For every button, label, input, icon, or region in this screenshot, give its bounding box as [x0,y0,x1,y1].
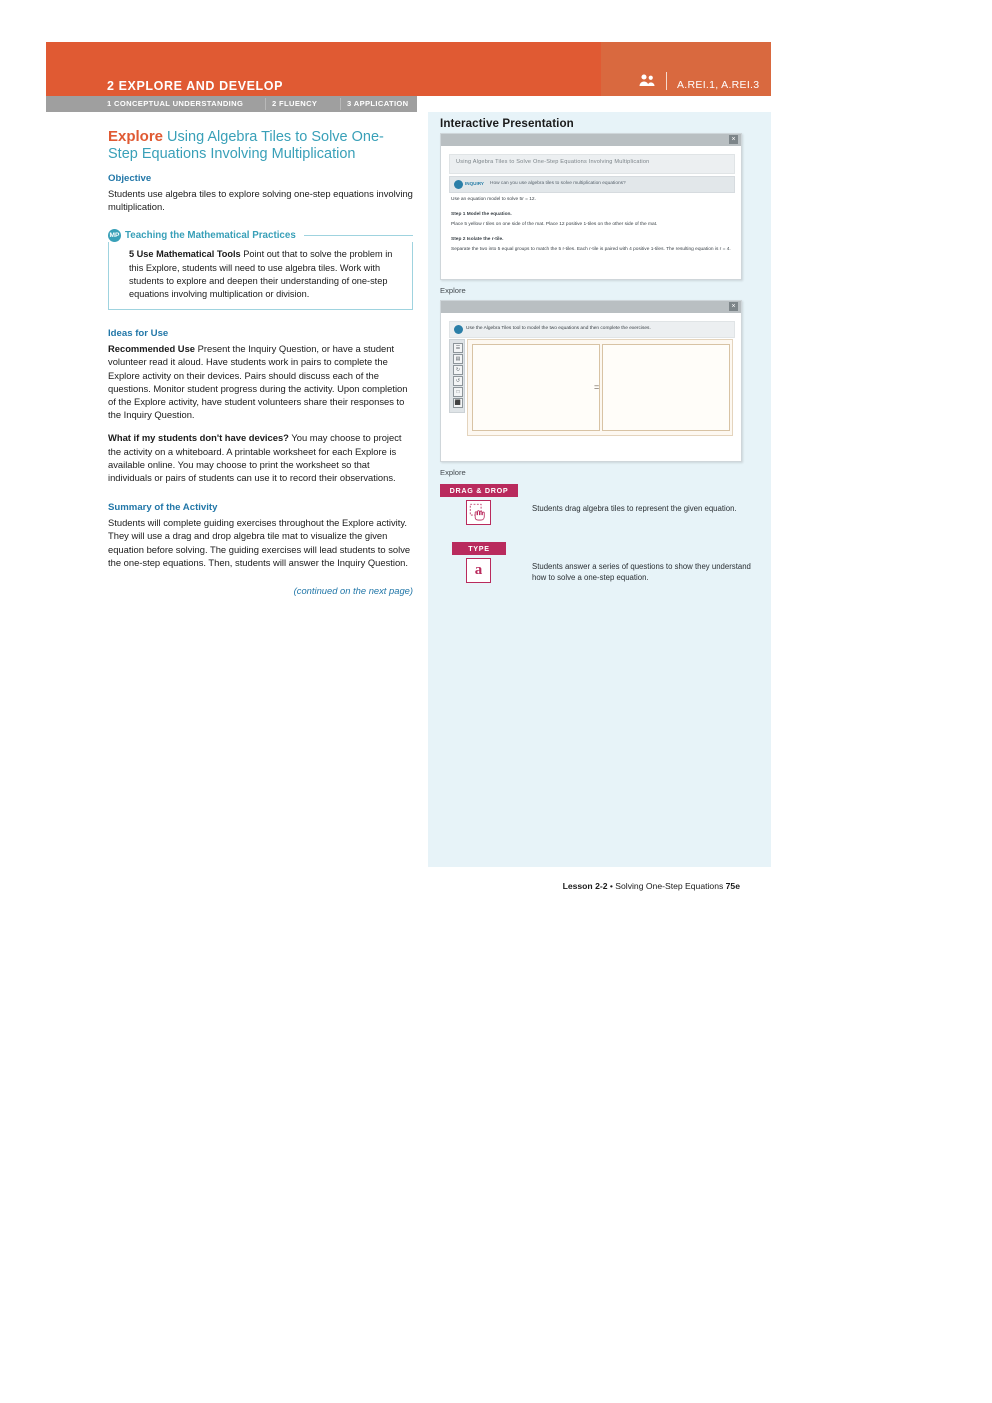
activity-badge-icon [454,325,463,334]
explore-heading [108,128,413,163]
inquiry-label: INQUIRY [465,181,484,186]
no-devices-lead: What if my students don't have devices? [108,432,289,444]
screenshot-titlebar [441,301,741,313]
mp-body [108,242,413,310]
footer-title: Solving One-Step Equations [615,881,724,891]
toolbar-undo-icon[interactable]: ↺ [453,376,463,386]
phase-tabstrip [46,96,417,112]
inquiry-badge-icon [454,180,463,189]
header-divider [666,72,667,90]
recommended-use-text: Present the Inquiry Question, or have a student volunteer read it aloud. Have students work in pairs to complete the Explore activity on their devices. Pairs should discuss each of the questions. Monitor student progress during the activity. Upon completion of the Explore activity, have student volunteers share their responses to the Inquiry Question. [108,343,408,421]
interaction-tag-drag-drop: DRAG & DROP [440,484,518,497]
drag-drop-icon [466,500,491,525]
interaction-text-drag-drop: Students drag algebra tiles to represent the given equation. [532,504,737,513]
toolbar-redo-icon[interactable]: ↻ [453,365,463,375]
continued-note: (continued on the next page) [293,585,413,597]
toolbar-tile-icon[interactable]: □ [453,387,463,397]
screenshot1-line-4: Step 2 Isolate the r-tile. [451,237,504,242]
screenshot1-header-bar [449,154,735,174]
standards-label: A.REI.1, A.REI.3 [677,79,760,91]
presentation-screenshot-1[interactable] [440,133,742,280]
toolbar-delete-icon[interactable]: ⬛ [454,400,462,406]
screenshot1-header-text: Using Algebra Tiles to Solve One-Step Equations Involving Multiplication [456,159,650,165]
screenshot2-caption: Explore [440,468,466,477]
footer-page-number: 75e [725,881,740,891]
ideas-for-use-label: Ideas for Use [108,328,169,340]
tab-conceptual-understanding[interactable]: 1 CONCEPTUAL UNDERSTANDING [107,99,244,108]
summary-label: Summary of the Activity [108,502,218,514]
close-icon[interactable]: × [729,302,738,311]
mp-body-text: Point out that to solve the problem in this Explore, students will need to use algebra tiles. Work with students to explore and deepen their understanding of one-step equations involving multiplication or division. [129,249,393,300]
algebra-tiles-toolbar[interactable] [449,339,465,413]
screenshot1-line-1: Use an equation model to solve 5r = 12. [451,197,536,202]
hand-cursor-icon [469,503,489,523]
mat-right-side[interactable] [602,344,730,431]
left-column [108,128,413,596]
no-devices-text: You may choose to project the activity on a whiteboard. A printable worksheet for each Explore is available online. You may choose to print the worksheet so that individuals or pairs of students can use it to record their observations. [108,432,402,484]
screenshot1-caption: Explore [440,286,466,295]
explore-word: Explore [108,128,164,145]
explore-heading-rest: Using Algebra Tiles to Solve One-Step Equations Involving Multiplication [108,129,384,162]
objective-label: Objective [108,173,152,184]
equals-sign: = [594,382,600,392]
tab-divider [340,98,341,110]
screenshot1-inquiry-bar [449,176,735,193]
algebra-tiles-canvas[interactable] [467,339,733,436]
mat-left-side[interactable] [472,344,600,431]
screenshot1-line-3: Place 5 yellow r tiles on one side of the mat. Place 12 positive 1-tiles on the other side of the mat. [451,222,658,227]
tab-application[interactable]: 3 APPLICATION [347,99,409,108]
inquiry-question-text: How can you use algebra tiles to solve multiplication equations? [490,181,626,186]
screenshot1-line-5: Separate the two into 5 equal groups to match the 5 r-tiles. Each r-tile is paired with 4 positive 1-tiles. The resulting equation is r = 4. [451,247,731,252]
type-a-icon [466,558,491,583]
screenshot-titlebar [441,134,741,146]
mp-rule [304,235,413,236]
letter-a-glyph: a [474,562,483,578]
mp-title-row [108,229,413,242]
tab-fluency[interactable]: 2 FLUENCY [272,99,318,108]
page-title: 2 EXPLORE AND DEVELOP [107,79,284,93]
footer-separator: • [607,881,616,891]
mp-badge-icon: MP [108,229,121,242]
interactive-presentation-title: Interactive Presentation [440,117,574,130]
screenshot2-header-text: Use the Algebra Tiles tool to model the two equations and then complete the exercises. [466,326,651,331]
summary-text: Students will complete guiding exercises throughout the Explore activity. They will use a drag and drop algebra tile mat to visualize the given equation before solving. The guiding exercises will lead students to solve the one-step equations. Then, students will answer the Inquiry Question. [108,517,411,568]
tab-divider [265,98,266,110]
recommended-use-paragraph [108,342,413,421]
interaction-text-type: Students answer a series of questions to show they understand how to solve a one-step equation. [532,562,751,582]
mp-title: Teaching the Mathematical Practices [125,230,296,242]
toolbar-grid-icon[interactable]: ☰ [453,343,463,353]
screenshot2-header-bar [449,321,735,338]
mp-body-lead: 5 Use Mathematical Tools [129,249,241,260]
recommended-use-lead: Recommended Use [108,343,196,355]
objective-text: Students use algebra tiles to explore solving one-step equations involving multiplication. [108,188,413,213]
no-devices-paragraph [108,431,413,484]
close-icon[interactable]: × [729,135,738,144]
footer [0,881,740,891]
toolbar-mat-icon[interactable]: ▤ [453,354,463,364]
footer-lesson: Lesson 2-2 [562,881,608,891]
screenshot1-line-2: Step 1 Model the equation. [451,212,512,217]
presentation-screenshot-2[interactable] [440,300,742,462]
mathematical-practices-block [108,229,413,310]
people-icon [638,72,656,88]
interaction-tag-type: TYPE [452,542,506,555]
